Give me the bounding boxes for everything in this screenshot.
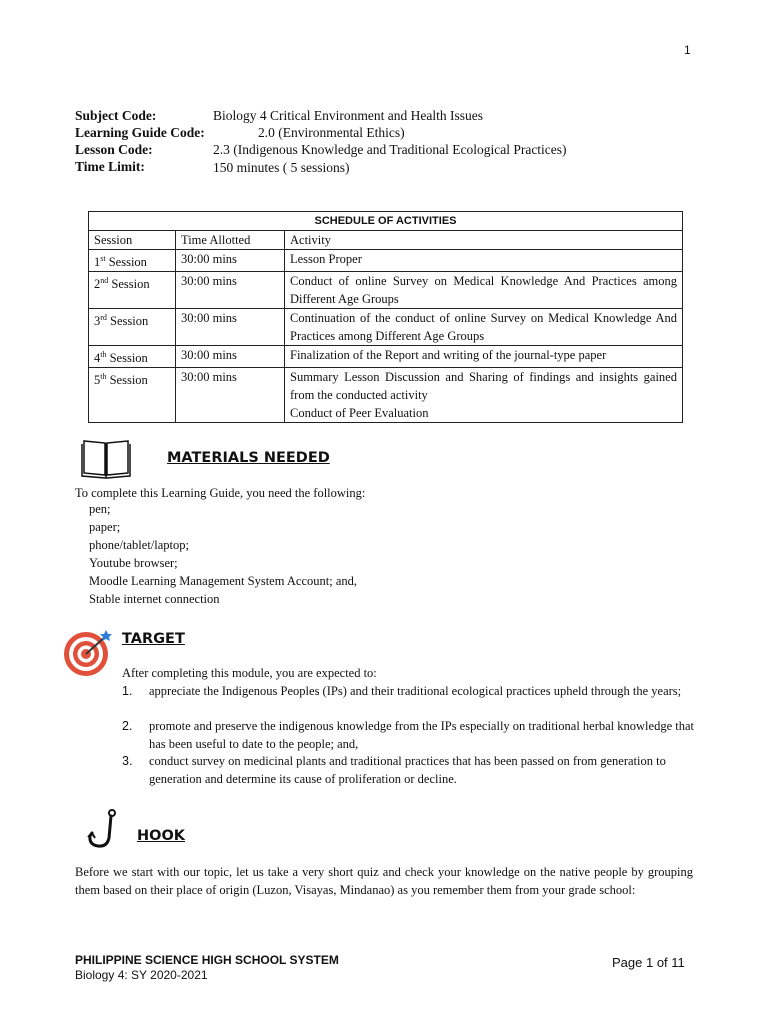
activity-cell <box>285 309 683 346</box>
target-intro: After completing this module, you are expected to: <box>122 666 377 680</box>
activity-line: Lesson Proper <box>290 252 362 266</box>
subject-code-value: Biology 4 Critical Environment and Health Issues <box>213 108 483 123</box>
list-item: phone/tablet/laptop; <box>89 538 189 552</box>
materials-title: MATERIALS NEEDED <box>167 450 330 466</box>
subject-code-label: Subject Code: <box>75 108 157 123</box>
footer-org: PHILIPPINE SCIENCE HIGH SCHOOL SYSTEM <box>75 953 339 967</box>
list-item: pen; <box>89 502 111 516</box>
list-item: Stable internet connection <box>89 592 220 606</box>
page-number: 1 <box>684 43 691 57</box>
activity-line: Conduct of Peer Evaluation <box>290 406 429 421</box>
hook-title: HOOK <box>137 828 186 844</box>
target-icon <box>62 628 118 678</box>
list-text: appreciate the Indigenous Peoples (IPs) and their traditional ecological practices upheld through the years; <box>149 684 682 698</box>
materials-intro: To complete this Learning Guide, you need the following: <box>75 486 366 500</box>
time-cell: 30:00 mins <box>176 272 285 309</box>
time-cell: 30:00 mins <box>176 368 285 423</box>
activity-cell <box>285 250 683 272</box>
time-limit-label: Time Limit: <box>75 159 145 174</box>
list-item <box>122 683 702 701</box>
list-item: Moodle Learning Management System Account; and, <box>89 574 357 588</box>
table-row <box>89 309 683 346</box>
time-cell: 30:00 mins <box>176 309 285 346</box>
activity-cell <box>285 272 683 309</box>
schedule-body <box>89 231 683 423</box>
activity-cell <box>285 346 683 368</box>
learning-guide-label: Learning Guide Code: <box>75 125 205 140</box>
hook-text: Before we start with our topic, let us take a very short quiz and check your knowledge on the native people by grouping them based on their place of origin (Luzon, Visayas, Mindanao) as you remember them from your grade school: <box>75 865 693 897</box>
activity-cell <box>285 368 683 423</box>
list-item: Youtube browser; <box>89 556 178 570</box>
session-cell: 1st Session <box>89 250 176 272</box>
column-header: Activity <box>285 231 683 250</box>
list-item: paper; <box>89 520 121 534</box>
schedule-table <box>88 211 683 423</box>
time-limit-value: 150 minutes ( 5 sessions) <box>213 160 350 175</box>
time-cell: 30:00 mins <box>176 346 285 368</box>
list-item <box>122 718 702 753</box>
book-icon <box>81 437 131 479</box>
session-cell: 4th Session <box>89 346 176 368</box>
table-header-row <box>89 231 683 250</box>
footer-page-number: Page 1 of 11 <box>612 955 685 970</box>
session-cell: 2nd Session <box>89 272 176 309</box>
activity-line: Finalization of the Report and writing of the journal-type paper <box>290 348 607 363</box>
activity-line: Summary Lesson Discussion and Sharing of findings and insights gained from the conducted activity <box>290 370 677 403</box>
column-header: Time Allotted <box>176 231 285 250</box>
lesson-code-value: 2.3 (Indigenous Knowledge and Traditional Ecological Practices) <box>213 142 567 157</box>
list-text: conduct survey on medicinal plants and traditional practices that has been passed on from generation to generation and determine its cause of proliferation or decline. <box>149 754 666 786</box>
session-cell: 5th Session <box>89 368 176 423</box>
column-header: Session <box>89 231 176 250</box>
table-row <box>89 368 683 423</box>
activity-line: Continuation of the conduct of online Survey on Medical Knowledge And Practices among Different Age Groups <box>290 311 677 344</box>
table-row <box>89 250 683 272</box>
hook-icon <box>78 808 126 850</box>
table-row <box>89 346 683 368</box>
footer-subtitle: Biology 4: SY 2020-2021 <box>75 968 208 982</box>
learning-guide-value: 2.0 (Environmental Ethics) <box>258 125 405 140</box>
list-item <box>122 753 702 788</box>
table-row <box>89 272 683 309</box>
list-number: 3. <box>122 754 133 768</box>
target-title: TARGET <box>122 631 185 647</box>
list-number: 2. <box>122 719 133 733</box>
schedule-title: SCHEDULE OF ACTIVITIES <box>89 212 683 231</box>
list-number: 1. <box>122 684 133 698</box>
list-text: promote and preserve the indigenous knowledge from the IPs especially on traditional herbal knowledge that has been useful to date to the people; and, <box>149 719 694 751</box>
time-cell: 30:00 mins <box>176 250 285 272</box>
lesson-code-label: Lesson Code: <box>75 142 153 157</box>
session-cell: 3rd Session <box>89 309 176 346</box>
activity-line: Conduct of online Survey on Medical Knowledge And Practices among Different Age Groups <box>290 274 677 307</box>
